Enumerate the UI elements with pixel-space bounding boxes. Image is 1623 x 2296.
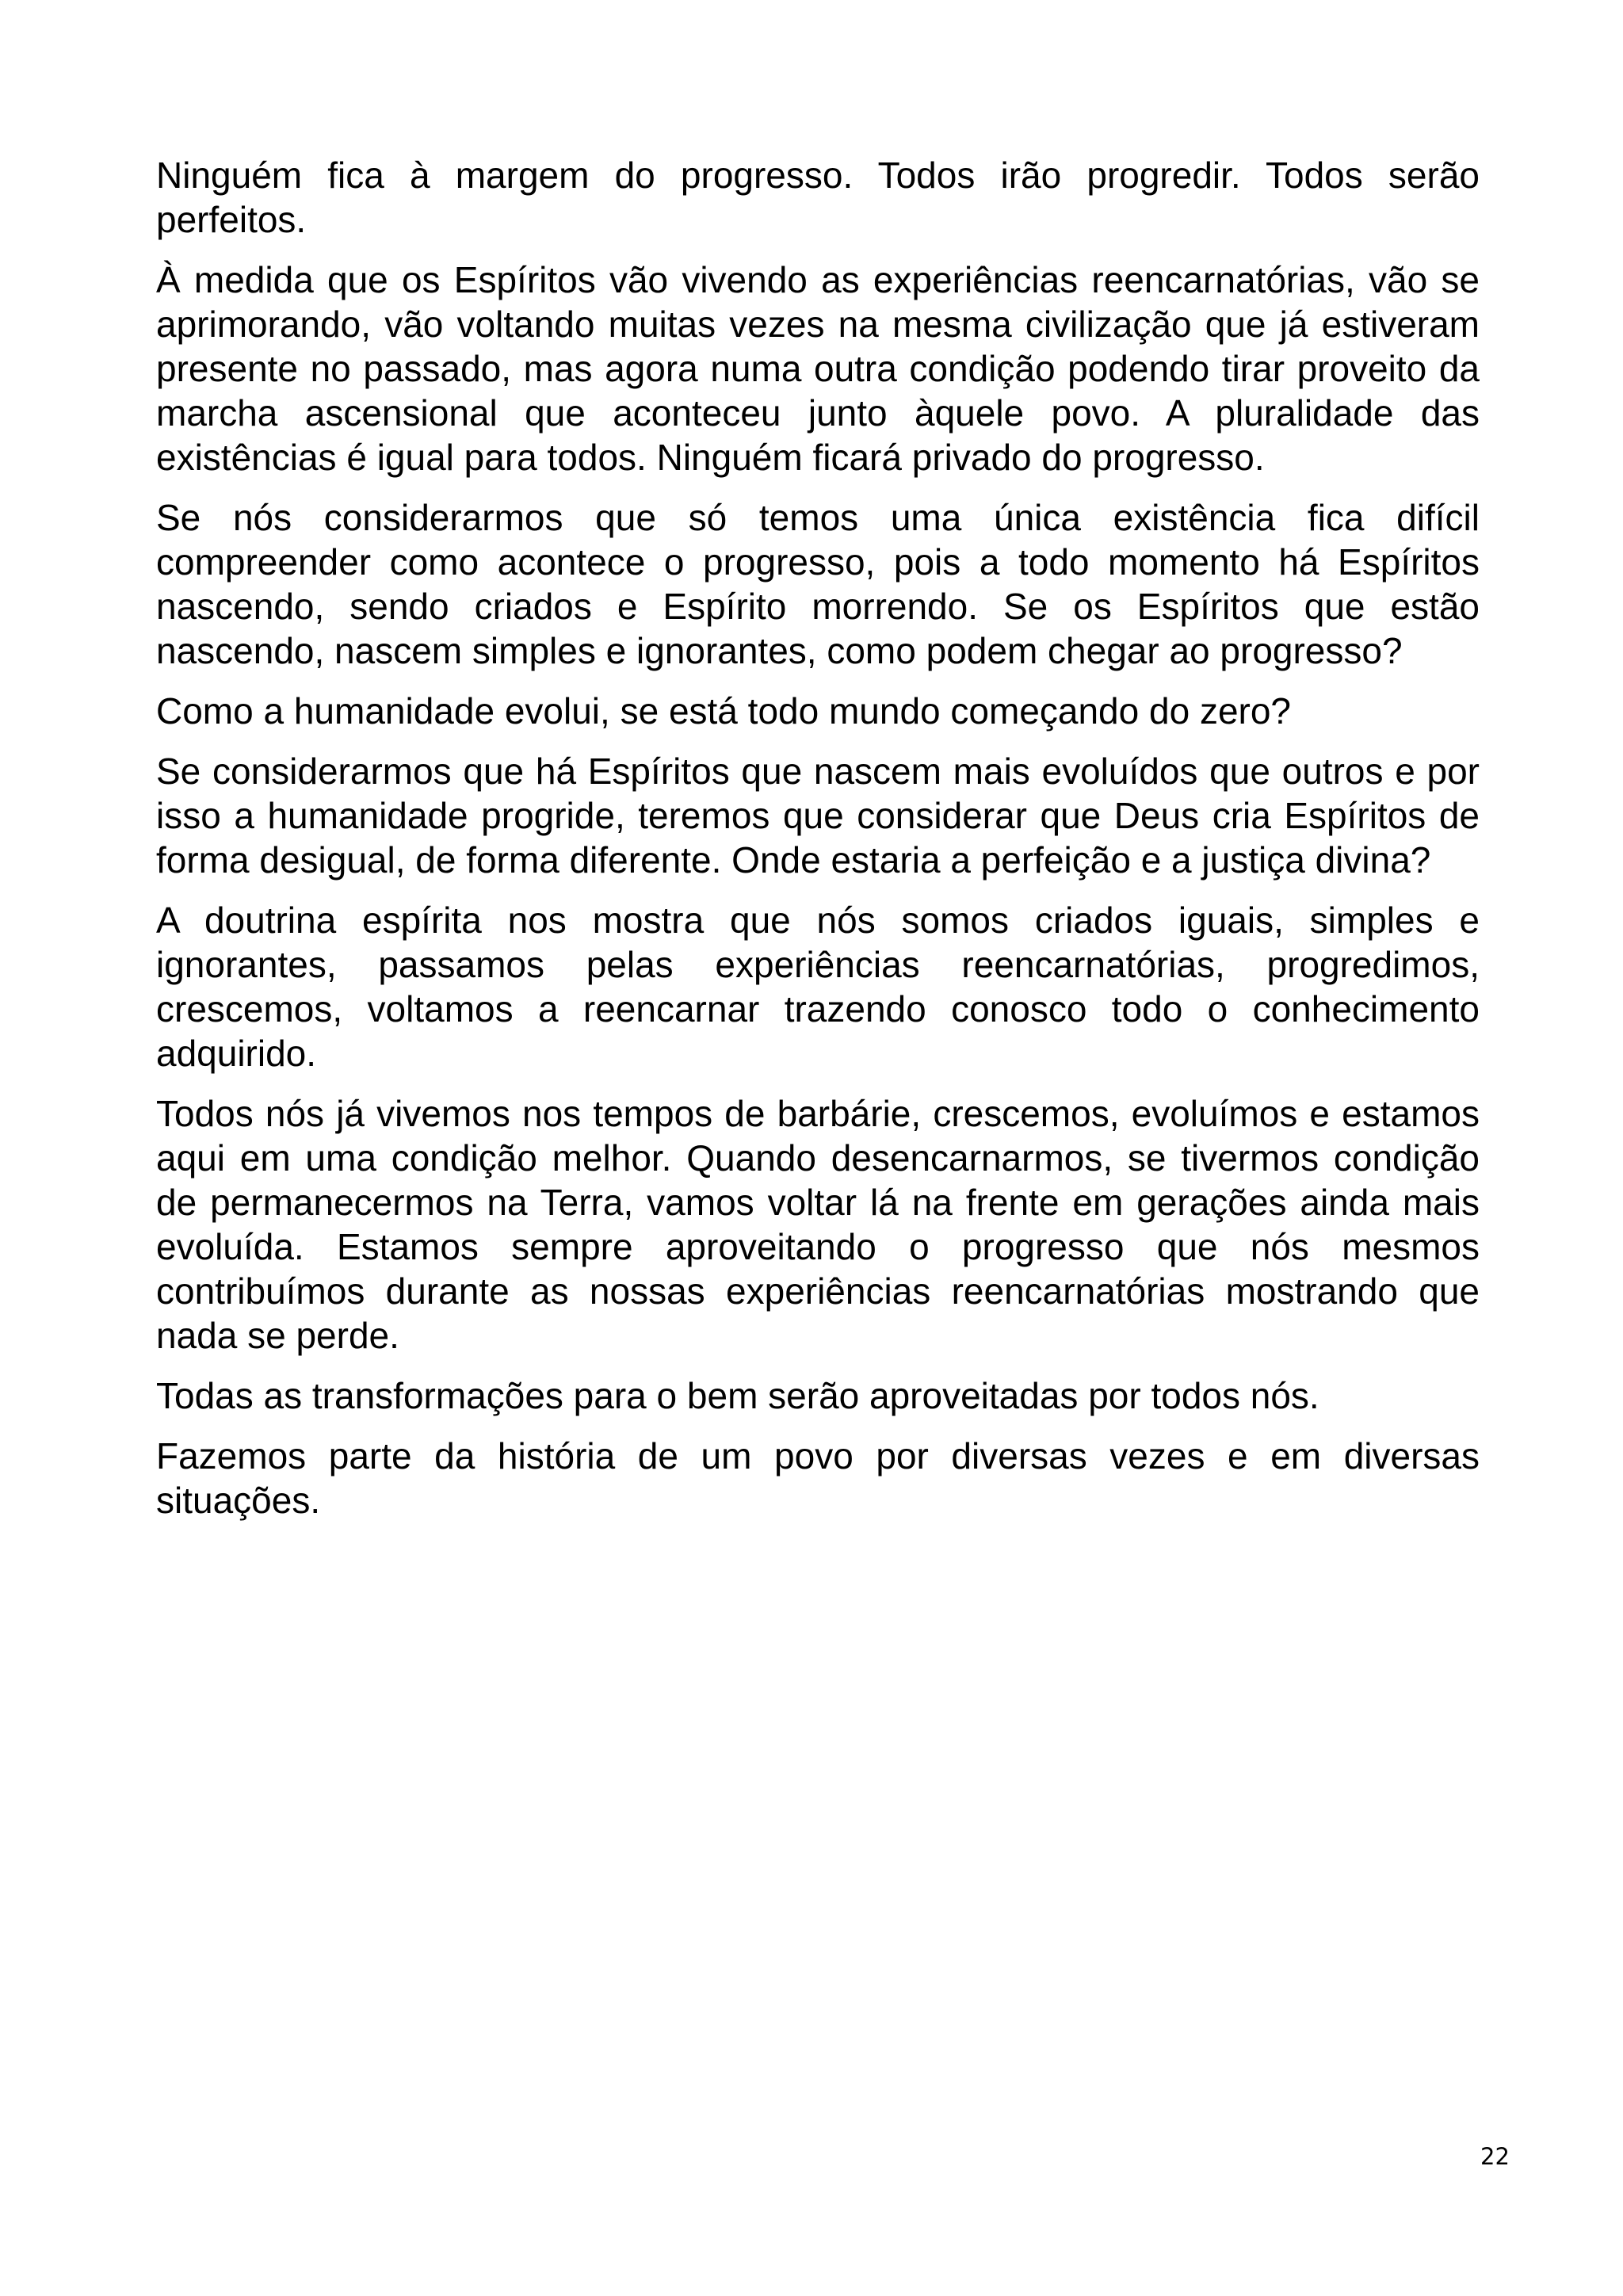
paragraph: Todos nós já vivemos nos tempos de barbárie, crescemos, evoluímos e estamos aqui em uma condição melhor. Quando desencarnarmos, se tivermos condição de permanecermos na Terra, vamos voltar lá na frente em gerações ainda mais evoluída. Estamos sempre aproveitando o progresso que nós mesmos contribuímos durante as nossas experiências reencarnatórias mostrando que nada se perde. [156,1093,1480,1356]
paragraph: Todas as transformações para o bem serão aproveitadas por todos nós. [156,1375,1319,1416]
paragraph: Ninguém fica à margem do progresso. Todos irão progredir. Todos serão perfeitos. [156,155,1480,240]
paragraph: Como a humanidade evolui, se está todo mundo começando do zero? [156,690,1292,732]
page-number: 22 [1480,2143,1510,2170]
paragraph: A doutrina espírita nos mostra que nós somos criados iguais, simples e ignorantes, passamos pelas experiências reencarnatórias, progredimos, crescemos, voltamos a reencarnar trazendo conosco todo o conhecimento adquirido. [156,900,1480,1074]
paragraph: À medida que os Espíritos vão vivendo as experiências reencarnatórias, vão se aprimorando, vão voltando muitas vezes na mesma civilização que já estiveram presente no passado, mas agora numa outra condição podendo tirar proveito da marcha ascensional que aconteceu junto àquele povo. A pluralidade das existências é igual para todos. Ninguém ficará privado do progresso. [156,259,1480,478]
paragraph: Se considerarmos que há Espíritos que nascem mais evoluídos que outros e por isso a humanidade progride, teremos que considerar que Deus cria Espíritos de forma desigual, de forma diferente. Onde estaria a perfeição e a justiça divina? [156,751,1480,881]
paragraph: Se nós considerarmos que só temos uma única existência fica difícil compreender como acontece o progresso, pois a todo momento há Espíritos nascendo, sendo criados e Espírito morrendo. Se os Espíritos que estão nascendo, nascem simples e ignorantes, como podem chegar ao progresso? [156,497,1480,671]
body-text [156,153,1480,1538]
paragraph: Fazemos parte da história de um povo por diversas vezes e em diversas situações. [156,1435,1480,1521]
